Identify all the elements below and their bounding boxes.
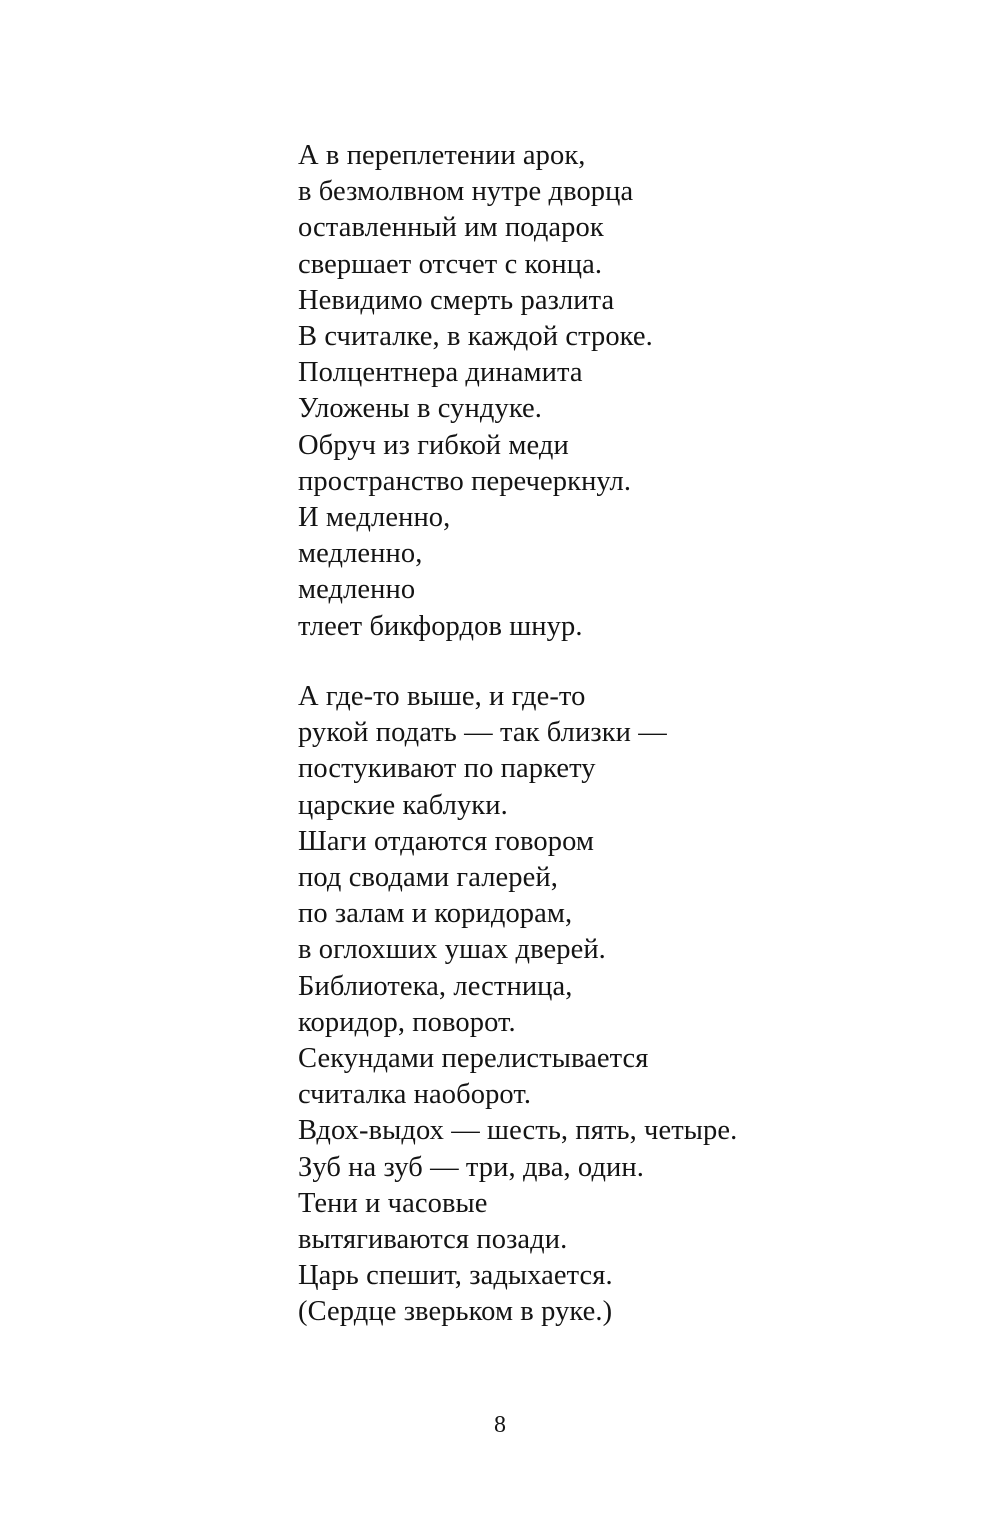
poem-line: царские каблуки. [298, 789, 508, 821]
poem-line: медленно [298, 574, 416, 606]
page-number: 8 [494, 1412, 506, 1438]
poem-line: Вдох-выдох — шесть, пять, четыре. [298, 1115, 738, 1147]
poem-line: тлеет бикфордов шнур. [298, 610, 583, 642]
poem-line: Библиотека, лестница, [298, 970, 573, 1002]
poem-line: постукивают по паркету [298, 753, 596, 785]
poem-line: рукой подать — так близки — [298, 717, 667, 749]
poem-line: свершает отсчет с конца. [298, 248, 603, 280]
poem-line: Обруч из гибкой меди [298, 429, 569, 461]
poem-line: пространство перечеркнул. [298, 465, 632, 497]
poem-line: коридор, поворот. [298, 1006, 516, 1038]
poem-line: под сводами галерей, [298, 862, 558, 894]
poem-line: вытягиваются позади. [298, 1224, 568, 1256]
poem-line: Царь спешит, задыхается. [298, 1260, 613, 1292]
poem-line: оставленный им подарок [298, 212, 604, 244]
poem-stanza-2 [298, 679, 737, 1331]
poem-stanza-1 [298, 138, 653, 645]
poem-line: Невидимо смерть разлита [298, 284, 615, 316]
poem-line: И медленно, [298, 502, 451, 534]
poem-line: Полцентнера динамита [298, 357, 583, 389]
poem-line: (Сердце зверьком в руке.) [298, 1296, 613, 1328]
poem-line: Секундами перелистывается [298, 1043, 649, 1075]
poem-line: в оглохших ушах дверей. [298, 934, 606, 966]
poem-line: Уложены в сундуке. [298, 393, 543, 425]
poem-line: А в переплетении арок, [298, 140, 586, 171]
poem-line: считалка наоборот. [298, 1079, 532, 1111]
poem-line: Тени и часовые [298, 1187, 488, 1219]
poem-line: медленно, [298, 538, 423, 570]
poem-line: Зуб на зуб — три, два, один. [298, 1151, 644, 1183]
poem-line: в безмолвном нутре дворца [298, 176, 634, 208]
poem-line: Шаги отдаются говором [298, 825, 595, 857]
poem-line: по залам и коридорам, [298, 898, 573, 930]
poem-line: В считалке, в каждой строке. [298, 321, 653, 353]
poem-line: А где-то выше, и где-то [298, 681, 586, 712]
